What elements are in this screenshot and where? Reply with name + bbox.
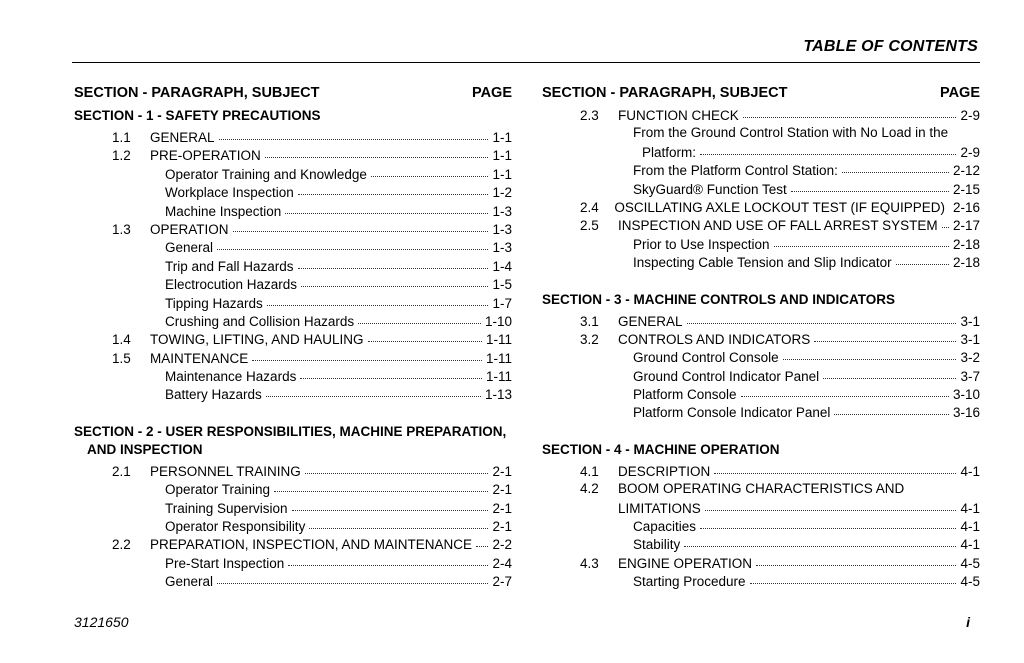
entry-page: 2-17 [952,218,980,234]
entry-page: 4-1 [960,537,980,553]
entry-text: Maintenance Hazards [165,369,297,385]
entry-page: 2-16 [952,199,980,215]
entry-text: LIMITATIONS [618,500,701,516]
entry-text: General [165,574,214,590]
dot-leader [756,553,956,566]
section-2-title[interactable] [74,423,512,459]
dot-leader [252,348,482,361]
entry-page: 3-16 [952,405,980,421]
entry-text: Ground Control Console [633,350,779,366]
column-header [542,84,980,102]
dot-leader [743,105,957,118]
entry-page: 2-1 [492,519,512,535]
entry-number: 1.3 [112,221,131,237]
entry-page: 1-5 [492,277,512,293]
entry-number: 2.2 [112,537,131,553]
page-number: i [966,614,970,630]
entry-page: 2-18 [952,255,980,271]
toc-entry-description[interactable] [542,463,980,481]
entry-text: Trip and Fall Hazards [165,258,294,274]
column-header-page: PAGE [471,85,512,101]
entry-text: Prior to Use Inspection [633,236,770,252]
entry-text: Platform Console [633,387,737,403]
dot-leader [476,534,488,547]
entry-text: DESCRIPTION [618,463,711,479]
dot-leader [368,329,482,342]
entry-text: Tipping Hazards [165,295,263,311]
document-number: 3121650 [74,614,129,630]
toc-entry-function-check[interactable] [542,107,980,125]
entry-page: 1-3 [492,240,512,256]
dot-leader [750,571,957,584]
entry-text: OPERATION [150,221,229,237]
entry-text: Starting Procedure [633,574,746,590]
entry-number: 4.2 [580,481,599,497]
entry-page: 2-2 [492,537,512,553]
entry-page: 3-10 [952,387,980,403]
entry-page: 1-10 [484,313,512,329]
dot-leader [274,479,488,492]
entry-text: Ground Control Indicator Panel [633,368,820,384]
entry-text: From the Platform Control Station: [633,163,838,179]
entry-page: 2-9 [960,108,980,123]
entry-number: 4.1 [580,463,599,479]
entry-page: 3-1 [960,331,980,347]
dot-leader [219,127,489,140]
dot-leader [834,402,949,415]
dot-leader [298,256,489,269]
dot-leader [783,347,957,360]
entry-text: Training Supervision [165,500,288,516]
entry-number: 1.1 [112,130,131,145]
section-4-title[interactable]: SECTION - 4 - MACHINE OPERATION [542,441,780,457]
dot-leader [298,182,489,195]
entry-number: 3.2 [580,331,599,347]
section-1-title[interactable]: SECTION - 1 - SAFETY PRECAUTIONS [74,108,321,123]
toc-section-1 [74,107,512,405]
section-2-title-line1: SECTION - 2 - USER RESPONSIBILITIES, MACHINE PREPARATION, [74,423,507,439]
entry-text: From the Ground Control Station with No Load in the [633,125,949,141]
entry-text: TOWING, LIFTING, AND HAULING [150,332,364,348]
dot-leader [217,571,488,584]
entry-text: Inspecting Cable Tension and Slip Indicator [633,255,892,271]
entry-text: General [165,240,214,256]
dot-leader [217,237,488,250]
dot-leader [233,219,489,232]
entry-text: Workplace Inspection [165,185,294,201]
entry-page: 3-2 [960,350,980,366]
toc-section-3 [542,291,980,423]
dot-leader [265,145,489,158]
dot-leader [305,461,489,474]
column-header-page: PAGE [939,85,980,101]
dot-leader [288,553,488,566]
entry-text: PERSONNEL TRAINING [150,463,301,479]
entry-text: Operator Training and Knowledge [165,166,367,182]
toc-entry[interactable] [74,573,512,591]
dot-leader [714,461,956,474]
entry-text: Capacities [633,519,697,535]
entry-text: PREPARATION, INSPECTION, AND MAINTENANCE [150,537,473,553]
entry-text: Operator Training [165,482,271,498]
entry-page: 1-11 [485,332,512,348]
entry-text: Electrocution Hazards [165,277,298,293]
dot-leader [309,516,488,529]
entry-page: 2-12 [952,163,980,179]
dot-leader [942,215,949,228]
entry-text: GENERAL [150,130,215,145]
toc-left-column [74,84,512,610]
entry-number: 2.4 [580,199,599,215]
entry-page: 2-9 [960,144,980,160]
section-3-title[interactable]: SECTION - 3 - MACHINE CONTROLS AND INDICATORS [542,291,896,307]
toc-entry-cable-tension[interactable] [542,254,980,272]
entry-page: 1-1 [492,166,512,182]
entry-text: CONTROLS AND INDICATORS [618,331,811,347]
dot-leader [684,534,956,547]
dot-leader [791,179,949,192]
dot-leader [300,366,482,379]
entry-page: 1-13 [484,387,512,403]
toc-section-2-continued [542,107,980,273]
toc-section-2 [74,423,512,592]
column-header-subject: SECTION - PARAGRAPH, SUBJECT [74,85,320,101]
dot-leader [842,160,949,173]
dot-leader [700,516,956,529]
entry-text: BOOM OPERATING CHARACTERISTICS AND [618,481,905,497]
entry-number: 2.1 [112,463,131,479]
entry-number: 1.5 [112,350,131,366]
entry-number: 2.3 [580,108,599,123]
toc-entry-starting-procedure[interactable] [542,573,980,591]
toc-entry[interactable] [74,518,512,536]
column-header-subject: SECTION - PARAGRAPH, SUBJECT [542,85,788,101]
entry-page: 3-1 [960,313,980,329]
entry-text: SkyGuard® Function Test [633,181,787,197]
entry-text: Platform: [642,144,697,160]
entry-page: 1-11 [485,369,512,385]
entry-text: FUNCTION CHECK [618,108,739,123]
column-header [74,84,512,102]
header-rule [72,62,980,63]
entry-text: Pre-Start Inspection [165,555,285,571]
entry-page: 1-3 [492,221,512,237]
entry-text: MAINTENANCE [150,350,249,366]
dot-leader [266,384,481,397]
entry-page: 2-1 [492,500,512,516]
dot-leader [292,498,489,511]
dot-leader [267,293,489,306]
dot-leader [741,384,949,397]
entry-text: GENERAL [618,313,683,329]
entry-page: 2-1 [492,482,512,498]
entry-number: 2.5 [580,218,599,234]
dot-leader [301,274,488,287]
toc-right-column [542,84,980,610]
toc-entry-skyguard[interactable] [542,181,980,199]
entry-page: 1-11 [485,350,512,366]
toc-entry-axle-lockout[interactable] [542,199,980,217]
entry-page: 4-1 [960,463,980,479]
toc-entry[interactable] [542,404,980,422]
section-2-title-line2: AND INSPECTION [87,441,203,457]
entry-page: 4-1 [960,500,980,516]
entry-page: 4-5 [960,555,980,571]
entry-text: OSCILLATING AXLE LOCKOUT TEST (IF EQUIPPED) [614,199,945,215]
entry-page: 1-7 [492,295,512,311]
entry-number: 1.2 [112,148,131,164]
dot-leader [814,329,956,342]
entry-text: INSPECTION AND USE OF FALL ARREST SYSTEM [618,218,938,234]
entry-text: Stability [633,537,681,553]
dot-leader [687,311,957,324]
entry-page: 2-1 [492,463,512,479]
dot-leader [358,311,481,324]
page-title: TABLE OF CONTENTS [803,38,978,55]
entry-page: 1-1 [492,130,512,145]
entry-number: 3.1 [580,313,599,329]
entry-page: 1-4 [492,258,512,274]
dot-leader [371,164,489,177]
entry-number: 4.3 [580,555,599,571]
entry-text: Platform Console Indicator Panel [633,405,831,421]
entry-text: PRE-OPERATION [150,148,261,164]
entry-page: 4-5 [960,574,980,590]
entry-number: 1.4 [112,332,131,348]
entry-page: 2-7 [492,574,512,590]
entry-page: 1-2 [492,185,512,201]
entry-page: 3-7 [960,368,980,384]
entry-text: Operator Responsibility [165,519,306,535]
entry-text: Machine Inspection [165,203,282,219]
entry-page: 2-18 [952,236,980,252]
entry-text: Battery Hazards [165,387,262,403]
dot-leader [705,498,957,511]
entry-page: 2-4 [492,555,512,571]
dot-leader [896,252,949,265]
entry-text: ENGINE OPERATION [618,555,753,571]
entry-text: Crushing and Collision Hazards [165,313,355,329]
entry-page: 1-1 [492,148,512,164]
entry-page: 1-3 [492,203,512,219]
toc-entry[interactable] [74,386,512,404]
dot-leader [700,142,956,155]
dot-leader [285,201,488,214]
dot-leader [774,234,949,247]
dot-leader [823,366,956,379]
entry-page: 4-1 [960,519,980,535]
entry-page: 2-15 [952,181,980,197]
toc-section-4 [542,441,980,592]
